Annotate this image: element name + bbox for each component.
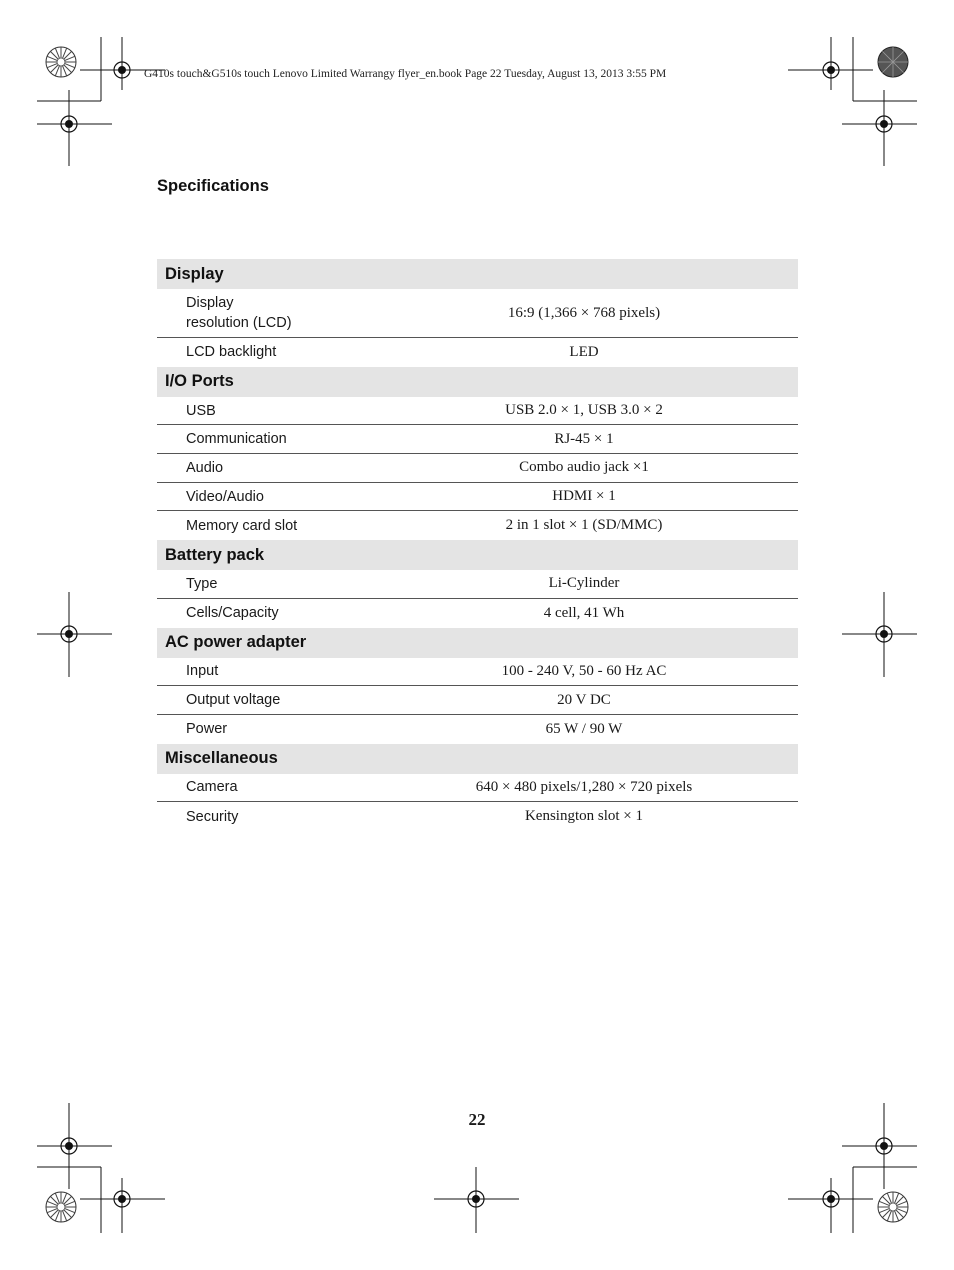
spec-value: Kensington slot × 1: [524, 808, 644, 825]
spec-label: USB: [186, 402, 216, 419]
spec-label-line: Display: [186, 295, 234, 311]
group-header-io-ports: I/O Ports: [157, 367, 798, 397]
table-row: [157, 658, 798, 687]
spec-value: HDMI × 1: [552, 488, 616, 505]
table-row: [157, 715, 798, 744]
spec-label: Audio: [186, 459, 224, 476]
spec-value: 20 V DC: [557, 691, 611, 708]
spec-label: Camera: [186, 779, 238, 796]
spec-label: LCD backlight: [186, 344, 277, 361]
spec-label: Cells/Capacity: [186, 605, 279, 622]
spec-value: USB 2.0 × 1, USB 3.0 × 2: [505, 402, 663, 419]
spec-value: 65 W / 90 W: [545, 720, 623, 737]
spec-label: Video/Audio: [186, 488, 264, 505]
table-row: [157, 599, 798, 628]
spec-label: Power: [186, 721, 228, 738]
table-row: [157, 511, 798, 540]
table-row: [157, 802, 798, 831]
spec-label: Output voltage: [186, 692, 281, 709]
table-row: [157, 774, 798, 803]
spec-value: Li-Cylinder: [548, 575, 620, 592]
print-header: G410s touch&G510s touch Lenovo Limited Warrangy flyer_en.book Page 22 Tuesday, August 13, 2013 3:55 PM: [144, 68, 667, 80]
spec-label-line: resolution (LCD): [186, 315, 292, 331]
page-title: Specifications: [157, 177, 269, 195]
group-header-ac-power-adapter: AC power adapter: [157, 628, 798, 658]
table-row: [157, 425, 798, 454]
specifications-table: [157, 259, 798, 831]
spec-label: Memory card slot: [186, 517, 298, 534]
table-row: [157, 570, 798, 599]
spec-label: Communication: [186, 431, 287, 448]
spec-value: 100 - 240 V, 50 - 60 Hz AC: [501, 662, 667, 679]
table-row: [157, 686, 798, 715]
table-row: [157, 289, 798, 338]
table-row: [157, 397, 798, 426]
spec-value: 640 × 480 pixels/1,280 × 720 pixels: [475, 778, 693, 795]
spec-value: RJ-45 × 1: [554, 430, 614, 447]
group-header-miscellaneous: Miscellaneous: [157, 744, 798, 774]
spec-value: 2 in 1 slot × 1 (SD/MMC): [505, 517, 663, 534]
group-header-display: Display: [157, 259, 798, 289]
spec-value: Combo audio jack ×1: [519, 459, 649, 476]
table-row: [157, 338, 798, 367]
group-header-battery-pack: Battery pack: [157, 540, 798, 570]
spec-value: LED: [569, 343, 599, 360]
spec-label: Security: [186, 808, 239, 825]
spec-value: 4 cell, 41 Wh: [543, 604, 625, 621]
spec-value: 16:9 (1,366 × 768 pixels): [507, 304, 661, 321]
spec-label: Type: [186, 575, 218, 592]
spec-label: [157, 293, 396, 333]
page-number: 22: [468, 1110, 486, 1129]
table-row: [157, 454, 798, 483]
spec-label: Input: [186, 663, 219, 680]
table-row: [157, 483, 798, 512]
